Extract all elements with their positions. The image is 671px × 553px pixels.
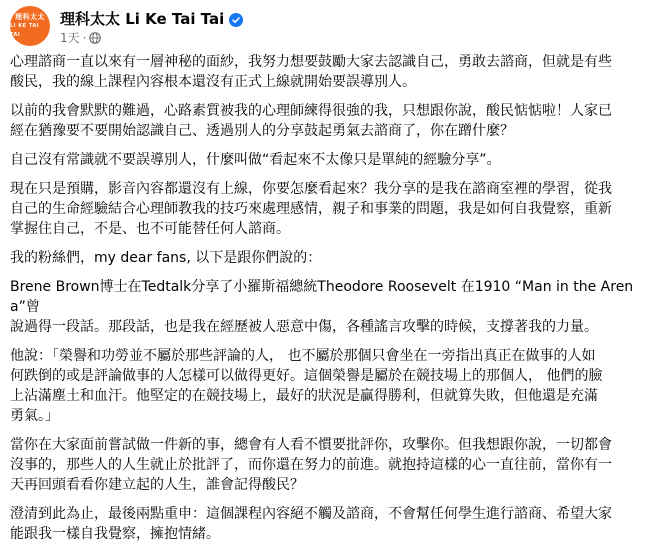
avatar[interactable] — [10, 6, 50, 46]
post-paragraph: 心理諮商一直以來有一層神秘的面紗，我努力想要鼓勵大家去認識自己，勇敢去諮商，但就是有些 酸民，我的線上課程內容根本還沒有正式上線就開始要誤導別人。 — [10, 54, 612, 90]
post-time[interactable]: 1天 — [60, 31, 80, 45]
post-paragraph: 澄清到此為止，最後兩點重申：這個課程內容絕不觸及諮商，不會幫任何學生進行諮商、希望大家 能跟我一樣自我覺察，擁抱情緒。 — [10, 506, 612, 542]
author-name[interactable]: 理科太太 Li Ke Tai Tai — [60, 10, 225, 28]
post-paragraph: 自己沒有常識就不要誤導別人，什麼叫做“看起來不太像只是單純的經驗分享”。 — [10, 152, 501, 168]
post-meta — [60, 29, 101, 46]
author-row — [60, 8, 243, 29]
post-paragraph: 當你在大家面前嘗試做一件新的事，總會有人看不慣要批評你，攻擊你。但我想跟你說，一切都會 沒事的，那些人的人生就止於批評了，而你還在努力的前進。就抱持這樣的心一直往前，當你有一 天再回頭看看你建立起的人生，誰會記得酸民？ — [10, 437, 612, 493]
meta-separator: · — [82, 30, 87, 45]
post-paragraph: 以前的我會默默的難過，心路素質被我的心理師練得很強的我，只想跟你說，酸民惦惦啦！人家已 經在猶豫要不要開始認識自己、透過別人的分享鼓起勇氣去諮商了，你在蹭什麼？ — [10, 103, 612, 139]
globe-icon[interactable] — [89, 32, 101, 44]
post-body — [10, 52, 660, 553]
verified-badge-icon — [229, 12, 243, 26]
post-header — [10, 6, 650, 50]
post-paragraph: 他說：「榮譽和功勞並不屬於那些評論的人， 也不屬於那個只會坐在一旁指出真正在做事的人如 何跌倒的或是評論做事的人怎樣可以做得更好。這個榮譽是屬於在競技場上的那個人， 他們的臉 上沾滿塵土和血汗。他堅定的在競技場上，最好的狀況是贏得勝利，但就算失敗，但他還是充滿 勇氣。」 — [10, 348, 603, 424]
post-paragraph: 現在只是預購，影音內容都還沒有上線，你要怎麼看起來？我分享的是我在諮商室裡的學習，從我 自己的生命經驗結合心理師教我的技巧來處理感情，親子和事業的問題，我是如何自我覺察，重新 掌握住自己，不是、也不可能替任何人諮商。 — [10, 181, 612, 237]
avatar-text-en: LI KE TAI TAI — [10, 22, 40, 38]
post-paragraph: Brene Brown博士在Tedtalk分享了小羅斯福總統Theodore Roosevelt 在1910 “Man in the Arena”曾 說過得一段話。那段話，也是我在經歷被人惡意中傷，各種謠言攻擊的時候，支撐著我的力量。 — [10, 279, 634, 335]
avatar-text-zh: 理科太太 — [15, 12, 45, 21]
post-paragraph: 我的粉絲們，my dear fans, 以下是跟你們說的： — [10, 250, 322, 266]
